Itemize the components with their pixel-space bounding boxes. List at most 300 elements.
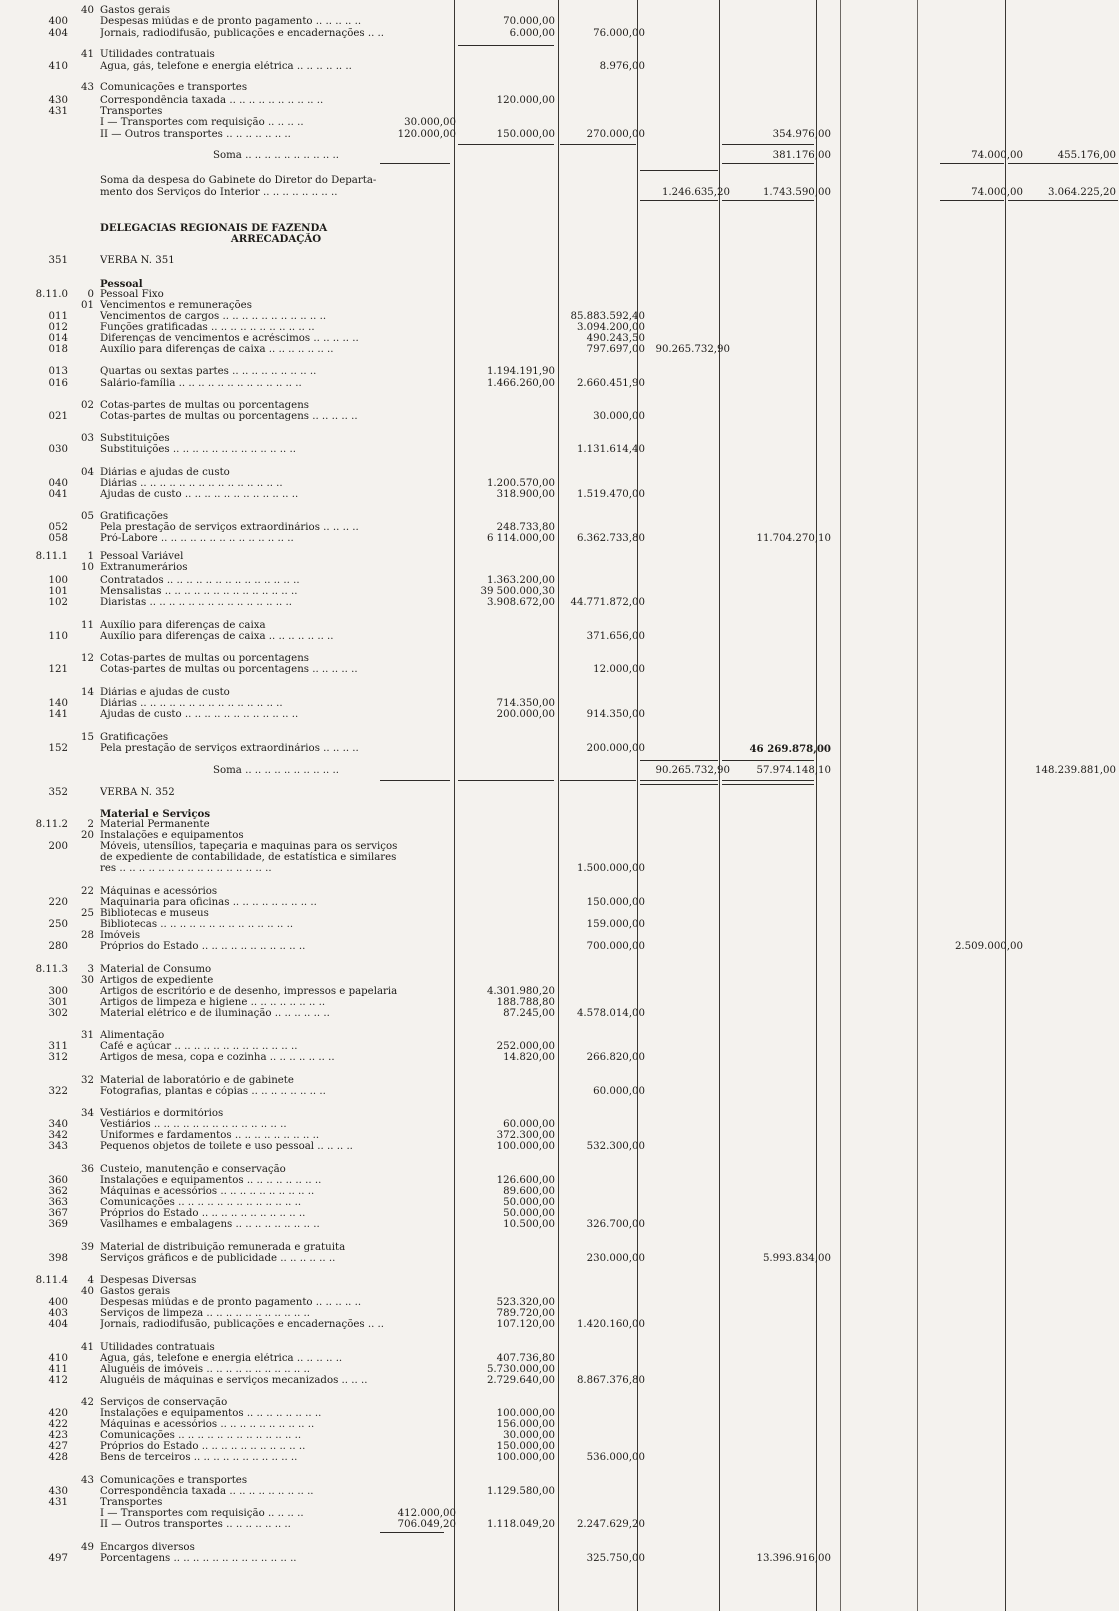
- row-code: 10: [81, 562, 94, 573]
- row-amount: 700.000,00: [586, 941, 645, 952]
- row-description: Material de distribuição remunerada e gratuita: [100, 1242, 346, 1253]
- ledger-row: [0, 150, 1119, 162]
- row-description: Salário-família .. .. .. .. .. .. .. .. .. .. .. .. ..: [100, 378, 302, 389]
- row-description: Artigos de limpeza e higiene .. .. .. .. .. .. .. ..: [100, 997, 326, 1008]
- row-code: 0: [87, 289, 94, 300]
- row-code: 43: [81, 82, 94, 93]
- row-amount: 14.820,00: [503, 1052, 555, 1063]
- row-description: VERBA N. 351: [100, 255, 175, 266]
- ledger-row: [0, 765, 1119, 777]
- row-description: Transportes: [100, 106, 163, 117]
- row-code: 040: [48, 478, 68, 489]
- row-amount: 706.049,20: [397, 1519, 456, 1530]
- row-description: Pessoal Variável: [100, 551, 184, 562]
- row-code: 312: [48, 1052, 68, 1063]
- row-code: 15: [81, 732, 94, 743]
- row-description: Vestiários .. .. .. .. .. .. .. .. .. .. .. .. .. ..: [100, 1119, 287, 1130]
- row-description: Comunicações e transportes: [100, 82, 248, 93]
- row-amount: 85.883.592,40: [570, 311, 645, 322]
- row-description: Instalações e equipamentos: [100, 830, 244, 841]
- row-amount: 326.700,00: [586, 1219, 645, 1230]
- row-amount: 90.265.732,90: [655, 765, 730, 776]
- row-description: Comunicações .. .. .. .. .. .. .. .. .. .. .. .. ..: [100, 1197, 302, 1208]
- row-amount: 126.600,00: [496, 1175, 555, 1186]
- row-amount: 74.000,00: [971, 150, 1023, 161]
- row-amount: 100.000,00: [496, 1141, 555, 1152]
- row-code: 03: [81, 433, 94, 444]
- row-description: Aluguéis de imóveis .. .. .. .. .. .. .. .. .. .. ..: [100, 1364, 310, 1375]
- row-code: 28: [81, 930, 94, 941]
- row-amount: 2.509.000,00: [954, 941, 1023, 952]
- row-amount: 89.600,00: [503, 1186, 555, 1197]
- row-code: 39: [81, 1242, 94, 1253]
- row-code: 22: [81, 886, 94, 897]
- row-amount: 50.000,00: [503, 1208, 555, 1219]
- row-amount: 159.000,00: [586, 919, 645, 930]
- row-code: 121: [48, 664, 68, 675]
- row-amount: 150.000,00: [496, 129, 555, 140]
- row-code: 141: [48, 709, 68, 720]
- row-description: Bibliotecas .. .. .. .. .. .. .. .. .. .. .. .. .. ..: [100, 919, 294, 930]
- row-description: Material elétrico e de iluminação .. .. .. .. .. ..: [100, 1008, 330, 1019]
- row-amount: 490.243,50: [586, 333, 645, 344]
- row-description: Quartas ou sextas partes .. .. .. .. .. .. .. .. ..: [100, 366, 317, 377]
- row-amount: 100.000,00: [496, 1408, 555, 1419]
- underline: [640, 170, 718, 171]
- ledger-row: [0, 82, 1119, 94]
- row-description: Maquinaria para oficinas .. .. .. .. .. .. .. .. ..: [100, 897, 317, 908]
- underline: [1008, 163, 1118, 164]
- row-description: Extranumerários: [100, 562, 188, 573]
- row-code: 497: [48, 1553, 68, 1564]
- row-code: 25: [81, 908, 94, 919]
- row-description: Uniformes e fardamentos .. .. .. .. .. .. .. .. ..: [100, 1130, 320, 1141]
- row-description: Serviços de conservação: [100, 1397, 228, 1408]
- row-amount: 90.265.732,90: [655, 344, 730, 355]
- ledger-row: [0, 489, 1119, 501]
- row-amount: 714.350,00: [496, 698, 555, 709]
- row-description: Máquinas e acessórios: [100, 886, 218, 897]
- row-amount: 70.000,00: [503, 16, 555, 27]
- row-code: 41: [81, 49, 94, 60]
- row-code: 250: [48, 919, 68, 930]
- row-description: Despesas Diversas: [100, 1275, 197, 1286]
- ledger-row: [0, 1519, 1119, 1531]
- row-code: 42: [81, 1397, 94, 1408]
- row-description: Cotas-partes de multas ou porcentagens: [100, 400, 309, 411]
- row-amount: 3.908.672,00: [486, 597, 555, 608]
- row-code: 362: [48, 1186, 68, 1197]
- ledger-row: [0, 597, 1119, 609]
- row-code: 36: [81, 1164, 94, 1175]
- row-description: Soma da despesa do Gabinete do Diretor do Departa-: [100, 175, 377, 186]
- row-amount: 11.704.270,10: [756, 533, 831, 544]
- row-code: 101: [48, 586, 68, 597]
- row-description: Água, gás, telefone e energia elétrica .. .. .. .. .. ..: [100, 61, 352, 72]
- row-code: 100: [48, 575, 68, 586]
- ledger-row: [0, 1219, 1119, 1231]
- row-amount: 407.736,80: [496, 1353, 555, 1364]
- row-description: Material de laboratório e de gabinete: [100, 1075, 294, 1086]
- row-amount: 4.301.980,20: [486, 986, 555, 997]
- row-code: 102: [48, 597, 68, 608]
- row-description: Substituições: [100, 433, 170, 444]
- underline: [1008, 200, 1118, 201]
- row-amount: 200.000,00: [496, 709, 555, 720]
- row-amount: 30.000,00: [593, 411, 645, 422]
- row-code: 428: [48, 1452, 68, 1463]
- ledger-row: [0, 1052, 1119, 1064]
- row-code: 403: [48, 1308, 68, 1319]
- row-code: 34: [81, 1108, 94, 1119]
- row-code: 343: [48, 1141, 68, 1152]
- row-code: 430: [48, 1486, 68, 1497]
- row-amount: 797.697,00: [586, 344, 645, 355]
- row-code: 43: [81, 1475, 94, 1486]
- row-description: Correspondência taxada .. .. .. .. .. .. .. .. ..: [100, 1486, 314, 1497]
- row-code: 311: [48, 1041, 68, 1052]
- row-amount: 532.300,00: [586, 1141, 645, 1152]
- row-code: 8.11.4: [35, 1275, 68, 1286]
- row-description: Próprios do Estado .. .. .. .. .. .. .. .. .. .. ..: [100, 1208, 306, 1219]
- ledger-row: [0, 117, 1119, 129]
- row-code: 280: [48, 941, 68, 952]
- underline: [722, 780, 814, 781]
- row-amount: 8.976,00: [599, 61, 645, 72]
- underline: [722, 163, 814, 164]
- row-amount: 188.788,80: [496, 997, 555, 1008]
- row-code: 2: [87, 819, 94, 830]
- ledger-row: [0, 1319, 1119, 1331]
- underline: [722, 760, 814, 761]
- row-code: 200: [48, 841, 68, 852]
- row-code: 012: [48, 322, 68, 333]
- row-code: 14: [81, 687, 94, 698]
- ledger-row: [0, 129, 1119, 141]
- row-description: Material de Consumo: [100, 964, 212, 975]
- row-description: Cotas-partes de multas ou porcentagens .. .. .. .. ..: [100, 411, 358, 422]
- underline: [458, 45, 554, 46]
- row-amount: 318.900,00: [496, 489, 555, 500]
- underline: [560, 780, 636, 781]
- row-amount: 412.000,00: [397, 1508, 456, 1519]
- row-description: Gratificações: [100, 511, 169, 522]
- ledger-row: [0, 366, 1119, 378]
- row-description: Vestiários e dormitórios: [100, 1108, 224, 1119]
- row-description: Água, gás, telefone e energia elétrica .. .. .. .. ..: [100, 1353, 343, 1364]
- row-amount: 200.000,00: [586, 743, 645, 754]
- row-code: 04: [81, 467, 94, 478]
- row-description: Fotografias, plantas e cópias .. .. .. .. .. .. .. ..: [100, 1086, 326, 1097]
- row-amount: 536.000,00: [586, 1452, 645, 1463]
- underline: [560, 144, 636, 145]
- row-amount: 10.500,00: [503, 1219, 555, 1230]
- row-description: Artigos de expediente: [100, 975, 214, 986]
- row-code: 4: [87, 1275, 94, 1286]
- ledger-row: [0, 787, 1119, 799]
- row-amount: 371.656,00: [586, 631, 645, 642]
- row-description: Auxílio para diferenças de caixa .. .. .. .. .. .. ..: [100, 631, 334, 642]
- row-code: 013: [48, 366, 68, 377]
- row-code: 01: [81, 300, 94, 311]
- row-code: 32: [81, 1075, 94, 1086]
- row-description: Vasilhames e embalagens .. .. .. .. .. .. .. .. ..: [100, 1219, 320, 1230]
- row-amount: 2.729.640,00: [486, 1375, 555, 1386]
- row-amount: 455.176,00: [1057, 150, 1116, 161]
- ledger-row: [0, 1452, 1119, 1464]
- row-description: Pró-Labore .. .. .. .. .. .. .. .. .. .. .. .. .. ..: [100, 533, 294, 544]
- row-amount: 1.743.590,00: [762, 187, 831, 198]
- ledger-row: [0, 444, 1119, 456]
- ledger-row: [0, 1253, 1119, 1265]
- row-description: Utilidades contratuais: [100, 49, 215, 60]
- row-code: 8.11.3: [35, 964, 68, 975]
- row-amount: 60.000,00: [593, 1086, 645, 1097]
- ledger-row: [0, 187, 1119, 199]
- row-code: 322: [48, 1086, 68, 1097]
- row-amount: 789.720,00: [496, 1308, 555, 1319]
- row-code: 05: [81, 511, 94, 522]
- row-amount: 325.750,00: [586, 1553, 645, 1564]
- row-code: 058: [48, 533, 68, 544]
- row-description: Despesas miúdas e de pronto pagamento .. .. .. .. ..: [100, 1297, 362, 1308]
- row-amount: 76.000,00: [593, 28, 645, 39]
- row-description: Pessoal: [100, 278, 143, 290]
- row-description: Cotas-partes de multas ou porcentagens: [100, 653, 309, 664]
- row-amount: 5.730.000,00: [486, 1364, 555, 1375]
- row-amount: 252.000,00: [496, 1041, 555, 1052]
- row-description: I — Transportes com requisição .. .. .. ..: [100, 117, 304, 128]
- ledger-row: [0, 49, 1119, 61]
- row-amount: 100.000,00: [496, 1452, 555, 1463]
- row-code: 351: [48, 255, 68, 266]
- row-code: 011: [48, 311, 68, 322]
- row-description: Soma .. .. .. .. .. .. .. .. .. ..: [213, 765, 339, 776]
- row-code: 340: [48, 1119, 68, 1130]
- row-code: 052: [48, 522, 68, 533]
- row-description: II — Outros transportes .. .. .. .. .. .. ..: [100, 129, 291, 140]
- row-amount: 354.976,00: [772, 129, 831, 140]
- row-description: Gastos gerais: [100, 5, 171, 16]
- row-description: Diárias .. .. .. .. .. .. .. .. .. .. .. .. .. .. ..: [100, 478, 283, 489]
- row-amount: 5.993.834,00: [762, 1253, 831, 1264]
- row-description: Vencimentos de cargos .. .. .. .. .. .. .. .. .. .. ..: [100, 311, 327, 322]
- row-code: 400: [48, 1297, 68, 1308]
- row-amount: 1.131.614,40: [576, 444, 645, 455]
- row-amount: 13.396.916,00: [756, 1553, 831, 1564]
- row-amount: 150.000,00: [496, 1441, 555, 1452]
- row-amount: 3.094.200,00: [576, 322, 645, 333]
- row-code: 431: [48, 106, 68, 117]
- row-amount: 266.820,00: [586, 1052, 645, 1063]
- row-amount: 372.300,00: [496, 1130, 555, 1141]
- ledger-row: [0, 344, 1119, 356]
- row-amount: 1.200.570,00: [486, 478, 555, 489]
- row-amount: 39 500.000,30: [480, 586, 555, 597]
- underline: [380, 163, 450, 164]
- row-amount: 57.974.148,10: [756, 765, 831, 776]
- row-amount: 6.000,00: [509, 28, 555, 39]
- underline: [940, 200, 1004, 201]
- row-code: 302: [48, 1008, 68, 1019]
- row-amount: 4.578.014,00: [576, 1008, 645, 1019]
- row-description: Material e Serviços: [100, 808, 211, 820]
- underline: [722, 200, 814, 201]
- ledger-row: [0, 1553, 1119, 1565]
- row-code: 410: [48, 1353, 68, 1364]
- row-description: Soma .. .. .. .. .. .. .. .. .. ..: [213, 150, 339, 161]
- ledger-row: [0, 16, 1119, 28]
- row-code: 8.11.2: [35, 819, 68, 830]
- row-description: Bens de terceiros .. .. .. .. .. .. .. .. .. .. ..: [100, 1452, 298, 1463]
- row-code: 431: [48, 1497, 68, 1508]
- row-code: 404: [48, 1319, 68, 1330]
- underline: [380, 1532, 444, 1533]
- row-code: 018: [48, 344, 68, 355]
- row-description: Diferenças de vencimentos e acréscimos .. .. .. .. ..: [100, 333, 359, 344]
- row-amount: 120.000,00: [397, 129, 456, 140]
- row-amount: 230.000,00: [586, 1253, 645, 1264]
- row-description: Auxílio para diferenças de caixa .. .. .. .. .. .. ..: [100, 344, 334, 355]
- row-description: Ajudas de custo .. .. .. .. .. .. .. .. .. .. .. ..: [100, 489, 299, 500]
- ledger-row: [0, 411, 1119, 423]
- row-description: Móveis, utensílios, tapeçaria e maquinas para os serviços: [100, 841, 398, 852]
- row-description: Auxílio para diferenças de caixa: [100, 620, 266, 631]
- row-code: 49: [81, 1542, 94, 1553]
- row-description: Custeio, manutenção e conservação: [100, 1164, 286, 1175]
- row-code: 342: [48, 1130, 68, 1141]
- row-description: Gastos gerais: [100, 1286, 171, 1297]
- row-amount: 150.000,00: [586, 897, 645, 908]
- row-description: Mensalistas .. .. .. .. .. .. .. .. .. .. .. .. .. ..: [100, 586, 298, 597]
- row-code: 411: [48, 1364, 68, 1375]
- row-description: Diaristas .. .. .. .. .. .. .. .. .. .. .. .. .. .. ..: [100, 597, 292, 608]
- row-description: Máquinas e acessórios .. .. .. .. .. .. .. .. .. ..: [100, 1419, 315, 1430]
- ledger-row: [0, 709, 1119, 721]
- row-code: 367: [48, 1208, 68, 1219]
- row-code: 041: [48, 489, 68, 500]
- row-description: Pela prestação de serviços extraordinários .. .. .. ..: [100, 743, 359, 754]
- ledger-row: [0, 1086, 1119, 1098]
- row-description: Pequenos objetos de toilete e uso pessoal .. .. .. ..: [100, 1141, 353, 1152]
- ledger-row: [0, 175, 1119, 187]
- row-amount: 3.064.225,20: [1047, 187, 1116, 198]
- row-amount: 60.000,00: [503, 1119, 555, 1130]
- row-description: Café e açúcar .. .. .. .. .. .. .. .. .. .. .. .. ..: [100, 1041, 298, 1052]
- row-description: Aluguéis de máquinas e serviços mecanizados .. .. ..: [100, 1375, 368, 1386]
- row-description: mento dos Serviços do Interior .. .. .. .. .. .. .. ..: [100, 187, 338, 198]
- row-description: Despesas miúdas e de pronto pagamento .. .. .. .. ..: [100, 16, 362, 27]
- row-code: 420: [48, 1408, 68, 1419]
- row-amount: 50.000,00: [503, 1197, 555, 1208]
- ledger-row: [0, 28, 1119, 40]
- row-description: Material Permanente: [100, 819, 210, 830]
- ledger-row: [0, 533, 1119, 545]
- row-amount: 1.118.049,20: [486, 1519, 555, 1530]
- row-code: 41: [81, 1342, 94, 1353]
- row-code: 412: [48, 1375, 68, 1386]
- row-code: 404: [48, 28, 68, 39]
- row-description: Instalações e equipamentos .. .. .. .. .. .. .. ..: [100, 1175, 322, 1186]
- underline: [458, 780, 554, 781]
- row-description: Próprios do Estado .. .. .. .. .. .. .. .. .. .. ..: [100, 1441, 306, 1452]
- row-description: Máquinas e acessórios .. .. .. .. .. .. .. .. .. ..: [100, 1186, 315, 1197]
- row-amount: 1.246.635,20: [661, 187, 730, 198]
- row-code: 430: [48, 95, 68, 106]
- row-code: 400: [48, 16, 68, 27]
- row-amount: 6.362.733,80: [576, 533, 645, 544]
- row-description: Comunicações .. .. .. .. .. .. .. .. .. .. .. .. ..: [100, 1430, 302, 1441]
- row-code: 016: [48, 378, 68, 389]
- row-description: Diárias e ajudas de custo: [100, 687, 230, 698]
- row-code: 220: [48, 897, 68, 908]
- ledger-row: [0, 941, 1119, 953]
- underline: [640, 784, 718, 785]
- ledger-row: [0, 61, 1119, 73]
- row-code: 363: [48, 1197, 68, 1208]
- row-code: 427: [48, 1441, 68, 1452]
- row-code: 20: [81, 830, 94, 841]
- row-description: Próprios do Estado .. .. .. .. .. .. .. .. .. .. ..: [100, 941, 306, 952]
- row-code: 352: [48, 787, 68, 798]
- underline: [458, 144, 554, 145]
- row-code: 02: [81, 400, 94, 411]
- row-amount: 2.660.451,90: [576, 378, 645, 389]
- row-code: 1: [87, 551, 94, 562]
- row-description: Diárias e ajudas de custo: [100, 467, 230, 478]
- row-description: Bibliotecas e museus: [100, 908, 209, 919]
- row-description: Porcentagens .. .. .. .. .. .. .. .. .. .. .. .. ..: [100, 1553, 297, 1564]
- row-description: Cotas-partes de multas ou porcentagens .. .. .. .. ..: [100, 664, 358, 675]
- row-description: Imóveis: [100, 930, 141, 941]
- row-description: Diárias .. .. .. .. .. .. .. .. .. .. .. .. .. .. ..: [100, 698, 283, 709]
- row-code: 301: [48, 997, 68, 1008]
- row-amount: 1.466.260,00: [486, 378, 555, 389]
- row-amount: 46 269.878,00: [749, 743, 831, 755]
- row-code: 422: [48, 1419, 68, 1430]
- row-amount: 148.239.881,00: [1034, 765, 1116, 776]
- row-code: 40: [81, 5, 94, 16]
- row-amount: 74.000,00: [971, 187, 1023, 198]
- row-description: res .. .. .. .. .. .. .. .. .. .. .. .. .. .. .. ..: [100, 863, 272, 874]
- row-description: de expediente de contabilidade, de estatística e similares: [100, 852, 397, 863]
- row-amount: 44.771.872,00: [570, 597, 645, 608]
- row-description: Pela prestação de serviços extraordinários .. .. .. ..: [100, 522, 359, 533]
- row-description: Artigos de mesa, copa e cozinha .. .. .. .. .. .. ..: [100, 1052, 335, 1063]
- row-description: Artigos de escritório e de desenho, impressos e papelaria: [100, 986, 398, 997]
- row-description: Transportes: [100, 1497, 163, 1508]
- row-code: 31: [81, 1030, 94, 1041]
- row-code: 12: [81, 653, 94, 664]
- row-amount: 1.519.470,00: [576, 489, 645, 500]
- row-code: 423: [48, 1430, 68, 1441]
- row-amount: 270.000,00: [586, 129, 645, 140]
- row-description: Funções gratificadas .. .. .. .. .. .. .. .. .. .. ..: [100, 322, 315, 333]
- row-description: Instalações e equipamentos .. .. .. .. .. .. .. ..: [100, 1408, 322, 1419]
- ledger-row: [0, 255, 1119, 267]
- row-code: 398: [48, 1253, 68, 1264]
- underline: [640, 760, 718, 761]
- row-amount: 6 114.000,00: [486, 533, 555, 544]
- row-code: 140: [48, 698, 68, 709]
- row-amount: 248.733,80: [496, 522, 555, 533]
- row-amount: 914.350,00: [586, 709, 645, 720]
- ledger-row: [0, 863, 1119, 875]
- ledger-row: [0, 1375, 1119, 1387]
- row-amount: 30.000,00: [404, 117, 456, 128]
- row-description: Gratificações: [100, 732, 169, 743]
- row-description: Substituições .. .. .. .. .. .. .. .. .. .. .. .. ..: [100, 444, 296, 455]
